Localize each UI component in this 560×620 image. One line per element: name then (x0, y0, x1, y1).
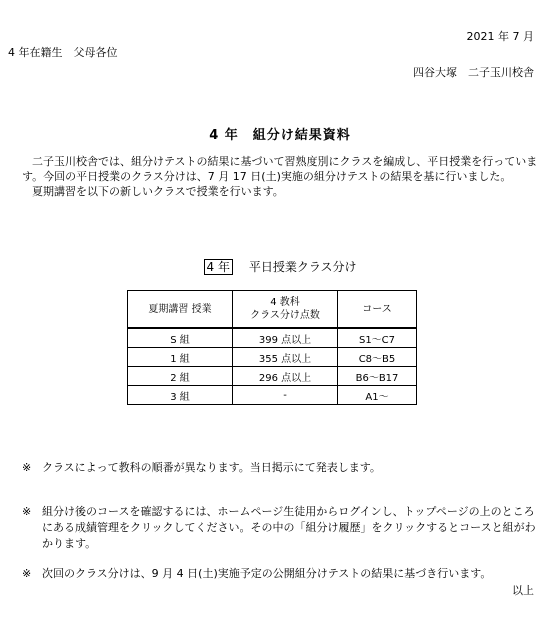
document-title: 4 年 組分け結果資料 (209, 128, 351, 143)
intro-text (22, 154, 538, 199)
table-cell: 399 点以上 (233, 328, 338, 348)
note-text: 次回のクラス分けは、9 月 4 日(土)実施予定の公開組分けテストの結果に基づき行います。 (42, 567, 492, 580)
class-assignment-table (127, 290, 417, 405)
note-mark: ※ (22, 461, 32, 474)
closing-word: 以上 (512, 584, 534, 597)
table-cell: A1〜 (338, 386, 417, 405)
table-cell: S 組 (128, 328, 233, 348)
table-row (128, 386, 417, 405)
note-text: 組分け後のコースを確認するには、ホームページ生徒用からログインし、トップページの上のところにある成績管理をクリックしてください。その中の「組分け履歴」をクリックするとコースと組がわかります。 (42, 505, 536, 550)
table-cell: - (233, 386, 338, 405)
recipient-line: 4 年在籍生 父母各位 (8, 46, 118, 59)
table-cell: 1 組 (128, 348, 233, 367)
table-row (128, 348, 417, 367)
note-3 (22, 566, 542, 582)
table-cell: S1〜C7 (338, 328, 417, 348)
table-cell: C8〜B5 (338, 348, 417, 367)
table-cell: 355 点以上 (233, 348, 338, 367)
section-heading (0, 258, 560, 275)
intro-paragraph-1: 二子玉川校舎では、組分けテストの結果に基づいて習熟度別にクラスを編成し、平日授業を行っています。今回の平日授業のクラス分けは、7 月 17 日(土)実施の組分けテストの結果を基に行いました。 (22, 155, 538, 183)
note-2 (22, 504, 542, 552)
note-mark: ※ (22, 505, 32, 518)
note-text: クラスによって教科の順番が異なります。当日掲示にて発表します。 (42, 461, 381, 474)
header-cell (233, 291, 338, 329)
table-header-row (128, 291, 417, 329)
table-cell: 2 組 (128, 367, 233, 386)
table-cell: 3 組 (128, 386, 233, 405)
intro-paragraph-2: 夏期講習を以下の新しいクラスで授業を行います。 (32, 185, 284, 198)
note-1 (22, 460, 542, 476)
table-row (128, 328, 417, 348)
header-cell: コース (338, 291, 417, 329)
header-cell-text: 4 教科 クラス分け点数 (250, 297, 320, 321)
table-cell: 296 点以上 (233, 367, 338, 386)
document-date: 2021 年 7 月 (466, 30, 534, 43)
table-cell: B6〜B17 (338, 367, 417, 386)
section-grade-box: 4 年 (204, 259, 233, 275)
note-mark: ※ (22, 567, 32, 580)
header-cell: 夏期講習 授業 (128, 291, 233, 329)
section-title: 平日授業クラス分け (248, 260, 357, 274)
sender-line: 四谷大塚 二子玉川校舎 (413, 66, 534, 79)
table-row (128, 367, 417, 386)
